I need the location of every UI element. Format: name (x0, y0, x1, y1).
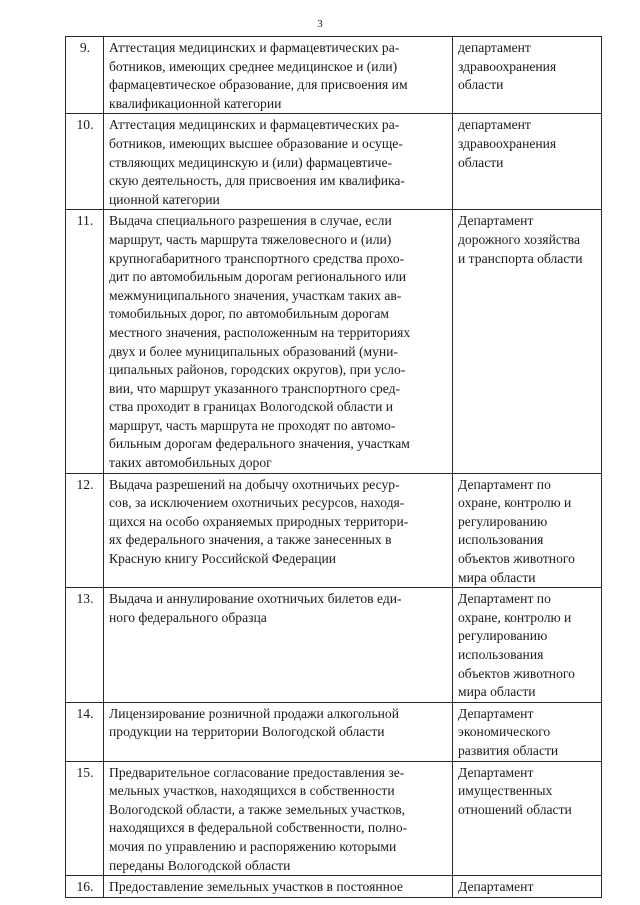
service-description: Аттестация медицинских и фармацевтических ра- ботников, имеющих высшее образование и осуще- ствляющих медицинскую и (или) фармацевтиче- скую деятельность, для присвоения им квалифика- ционной категории (104, 114, 453, 210)
responsible-department: Департамент экономического развития области (453, 702, 602, 761)
row-number: 13. (66, 588, 104, 703)
responsible-department: Департамент по охране, контролю и регулированию использования объектов животного мира области (453, 473, 602, 588)
responsible-department: Департамент дорожного хозяйства и транспорта области (453, 210, 602, 473)
row-number: 10. (66, 114, 104, 210)
table-row (66, 702, 602, 761)
table-row (66, 473, 602, 588)
service-description: Предоставление земельных участков в постоянное (104, 876, 453, 898)
row-number: 14. (66, 702, 104, 761)
service-description: Выдача и аннулирование охотничьих билетов еди- ного федерального образца (104, 588, 453, 703)
row-number: 12. (66, 473, 104, 588)
row-number: 9. (66, 37, 104, 114)
responsible-department: Департамент (453, 876, 602, 898)
service-description: Выдача специального разрешения в случае, если маршрут, часть маршрута тяжеловесного и (или) крупногабаритного транспортного средства прохо- дит по автомобильным дорогам регионального или межмуниципального значения, участкам таких ав- томобильных дорог, по автомобильным дорогам местного значения, расположенным на территориях двух и более муниципальных образований (муни- ципальных районов, городских округов), при усло- вии, что маршрут указанного транспортного сред- ства проходит в границах Вологодской области и маршрут, часть маршрута не проходят по автомо- бильным дорогам федерального значения, участкам таких автомобильных дорог (104, 210, 453, 473)
row-number: 15. (66, 761, 104, 876)
service-description: Предварительное согласование предоставления зе- мельных участков, находящихся в собственности Вологодской области, а также земельных участков, находящихся в федеральной собственности, полно- мочия по управлению и распоряжению которыми переданы Вологодской области (104, 761, 453, 876)
table-row (66, 876, 602, 898)
table-row (66, 588, 602, 703)
responsible-department: департамент здравоохранения области (453, 114, 602, 210)
table-row (66, 37, 602, 114)
table-row (66, 114, 602, 210)
service-description: Аттестация медицинских и фармацевтических ра- ботников, имеющих среднее медицинское и (или) фармацевтическое образование, для присвоения им квалификационной категории (104, 37, 453, 114)
services-table (65, 36, 602, 898)
responsible-department: департамент здравоохранения области (453, 37, 602, 114)
row-number: 11. (66, 210, 104, 473)
table-row (66, 210, 602, 473)
service-description: Лицензирование розничной продажи алкогольной продукции на территории Вологодской области (104, 702, 453, 761)
responsible-department: Департамент имущественных отношений области (453, 761, 602, 876)
table-row (66, 761, 602, 876)
responsible-department: Департамент по охране, контролю и регулированию использования объектов животного мира области (453, 588, 602, 703)
service-description: Выдача разрешений на добычу охотничьих ресур- сов, за исключением охотничьих ресурсов, находя- щихся на особо охраняемых природных территори- ях федерального значения, а также занесенных в Красную книгу Российской Федерации (104, 473, 453, 588)
row-number: 16. (66, 876, 104, 898)
page-number: 3 (317, 18, 323, 30)
